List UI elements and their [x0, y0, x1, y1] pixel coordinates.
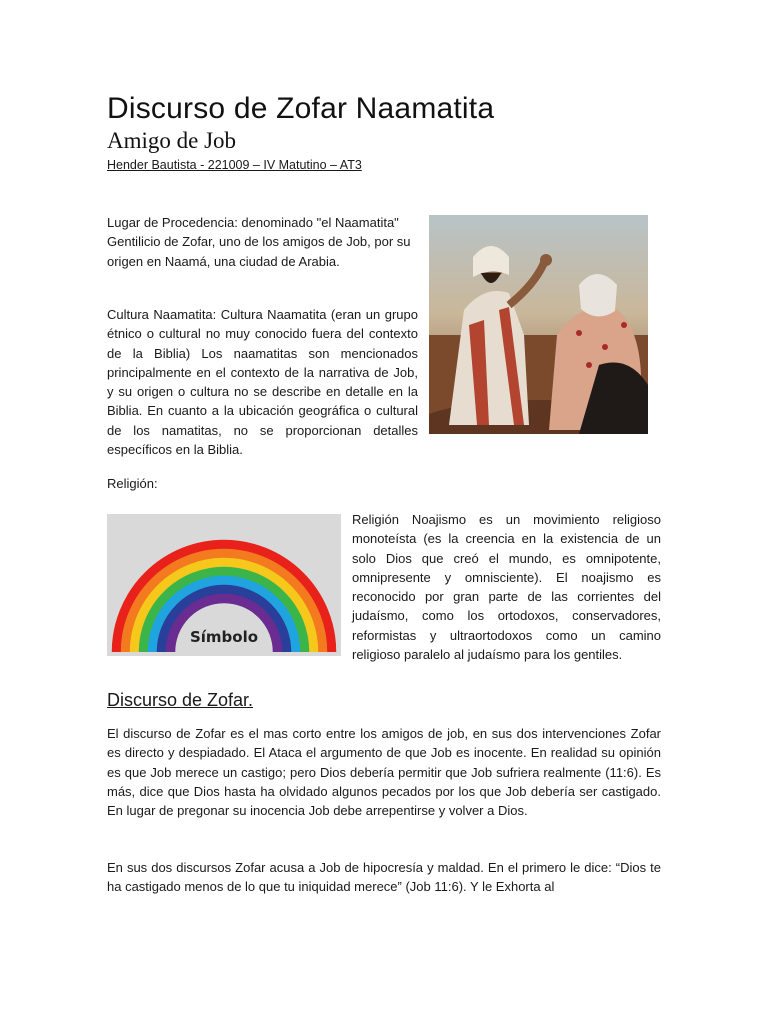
religion-paragraph: Religión Noajismo es un movimiento religioso monoteísta (es la creencia en la existencia de un solo Dios que creó el mundo, es omnipotente, omnipresente y omnisciente). El noajismo es reconocido por gran parte de las corrientes del judaísmo, como los ortodoxos, conservadores, reformistas y ultraortodoxos como un camino religioso paralelo al judaísmo para los gentiles.: [352, 512, 661, 663]
discurso-heading: Discurso de Zofar.: [107, 690, 254, 710]
rainbow-caption: Símbolo: [189, 628, 259, 646]
rainbow-symbol-image: [107, 514, 341, 656]
lugar-paragraph: Lugar de Procedencia: denominado "el Naamatita" Gentilicio de Zofar, uno de los amigos de Job, por su origen en Naamá, una ciudad de Arabia.: [107, 215, 411, 269]
document-title: Discurso de Zofar Naamatita: [107, 92, 495, 125]
cultura-paragraph: Cultura Naamatita: Cultura Naamatita (eran un grupo étnico o cultural no muy conocido fuera del contexto de la Biblia) Los naamatitas son mencionados principalmente en el contexto de la narrativa de Job, y su origen o cultura no se describe en detalle en la Biblia. En cuanto a la ubicación geográfica o cultural de los namatitas, no se proporcionan detalles específicos en la Biblia.: [107, 307, 418, 458]
author-line: Hender Bautista - 221009 – IV Matutino – AT3: [107, 158, 362, 172]
document-subtitle: Amigo de Job: [107, 128, 237, 153]
discurso-paragraph-1: El discurso de Zofar es el mas corto entre los amigos de job, en sus dos intervenciones Zofar es directo y despiadado. El Ataca el argumento de que Job es inocente. En realidad su opinión es que Job merece un castigo; pero Dios debería permitir que Job sufriera realmente (11:6). Es más, dice que Dios hasta ha olvidado algunos pecados por los que Job debería ser castigado. En lugar de pregonar su inocencia Job debe arrepentirse y volver a Dios.: [107, 726, 661, 819]
discurso-paragraph-2: En sus dos discursos Zofar acusa a Job de hipocresía y maldad. En el primero le dice: “Dios te ha castigado menos de lo que tu iniquidad merece” (Job 11:6). Y le Exhorta al: [107, 860, 661, 895]
job-and-zofar-illustration: [429, 215, 648, 434]
religion-label: Religión:: [107, 476, 158, 491]
